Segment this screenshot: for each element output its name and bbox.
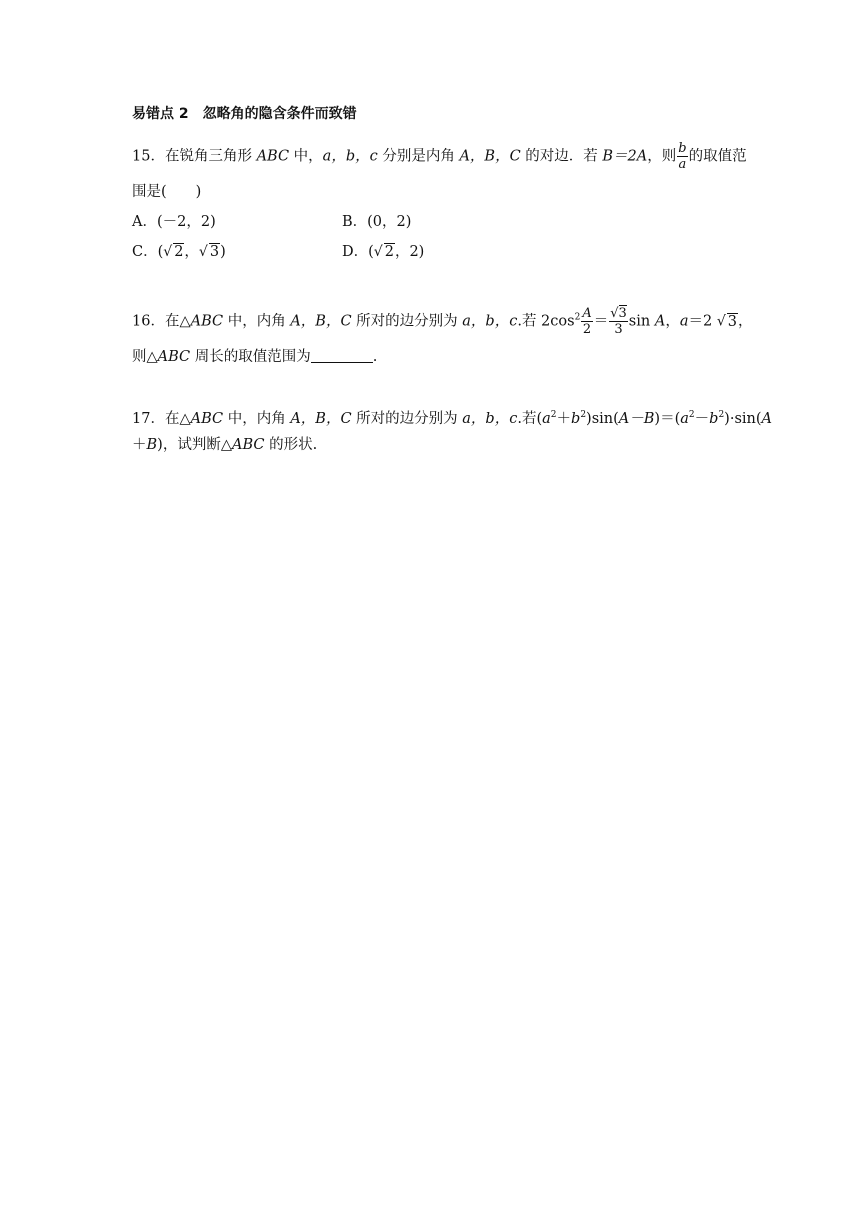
q16-text: 则△ [132,349,158,365]
q16-vars: A，B，C [290,313,352,330]
q17-var: a [542,411,551,427]
radicand: 3 [209,244,220,260]
q16-var: ABC [157,349,191,365]
q15-vars: a，b，c [322,148,378,165]
q17-vars: A，B，C [290,411,352,427]
q16-text: 周长的取值范围为 [190,349,311,365]
q17-var: ABC [231,437,265,453]
option-c-prefix: C．( [132,244,164,260]
q16-var: a [679,313,689,330]
sqrt-icon: √ [716,313,726,330]
radicand: 2 [174,244,184,260]
superscript: 2 [580,410,587,420]
q16-var: ABC [190,313,224,330]
q17-text: )·sin( [724,411,762,427]
section-heading: 易错点 2 忽略角的隐含条件而致错 [132,106,357,122]
option-b: B．(0，2) [342,214,412,230]
q15-number: 15． [132,148,165,165]
q16-text: .若 2cos [517,313,575,330]
q17-var: a [680,411,689,427]
q15-text: 分别是内角 [377,148,460,165]
q17-text: 中，内角 [223,411,291,427]
option-d [342,242,424,262]
operator: ＋ [132,437,147,453]
option-c [132,242,226,262]
sqrt-icon: √ [198,244,208,260]
q15-text: 在锐角三角形 [164,148,257,165]
question-16-line-2 [132,347,377,367]
option-c-suffix: ) [220,244,226,260]
q16-number: 16． [132,313,165,330]
operator: ＋ [556,411,572,427]
q17-text: .若( [517,411,543,427]
q16-text: 中，内角 [223,313,291,330]
fraction-numerator: A [582,306,592,321]
operator: － [694,411,710,427]
q16-text: ＝2 [688,313,717,330]
q17-var: b [571,411,581,427]
equals-sign: ＝ [593,313,609,330]
q16-fraction-a-over-2 [581,306,592,337]
fraction-denominator: 2 [582,322,592,337]
q17-text: )，试判断△ [157,437,232,453]
q17-number: 17． [132,411,165,427]
q17-text: )＝( [654,411,681,427]
q16-text: 在△ [164,313,191,330]
q17-var: A－B [618,411,655,427]
superscript: 2 [718,410,725,420]
q17-var: ABC [190,411,224,427]
question-17-line-1 [132,409,772,429]
q15-condition: B＝2A [602,148,648,165]
q17-vars: a，b，c [462,411,518,427]
q16-text: 所对的边分别为 [351,313,463,330]
superscript: 2 [574,312,581,323]
superscript: 2 [550,410,557,420]
question-16-line-1 [132,306,752,337]
q15-vars: A，B，C [459,148,521,165]
q17-text: 在△ [164,411,191,427]
q15-var: ABC [256,148,290,165]
fraction-denominator: 3 [614,322,623,337]
separator: ， [184,244,199,260]
q17-text: 的形状. [264,437,318,453]
sqrt-icon: √ [163,244,173,260]
q17-var: B [146,437,158,453]
q15-text: ，则 [647,148,677,165]
radicand: 2 [384,244,394,260]
q16-text: ， [665,313,680,330]
option-a: A．(－2，2) [132,214,216,230]
question-15-line-2: 围是( ) [132,184,202,200]
q15-text: 的取值范 [688,148,747,165]
sqrt-icon: √ [610,306,619,321]
option-d-prefix: D．( [342,244,374,260]
q16-text: . [372,349,378,365]
fraction-denominator: a [678,157,687,172]
q16-var: A [654,313,666,330]
q15-text: 的对边．若 [520,148,603,165]
radicand: 3 [618,306,627,321]
fraction-numerator [609,306,628,322]
question-17-line-2 [132,435,317,455]
fraction-numerator: b [678,141,687,156]
q15-text: 中， [289,148,323,165]
radicand: 3 [727,313,737,330]
q17-var: b [709,411,719,427]
q17-text: )sin( [586,411,619,427]
superscript: 2 [688,410,695,420]
answer-blank [311,348,373,363]
sqrt-icon: √ [373,244,383,260]
q16-fraction-root3-over-3 [609,306,628,337]
q15-fraction [677,141,687,172]
q16-vars: a，b，c [462,313,518,330]
q17-var: A [761,411,772,427]
q17-text: 所对的边分别为 [351,411,463,427]
q16-text: sin [628,313,655,330]
q16-text: ， [737,313,753,330]
option-d-suffix: ，2) [394,244,425,260]
question-15-line-1 [132,141,747,172]
